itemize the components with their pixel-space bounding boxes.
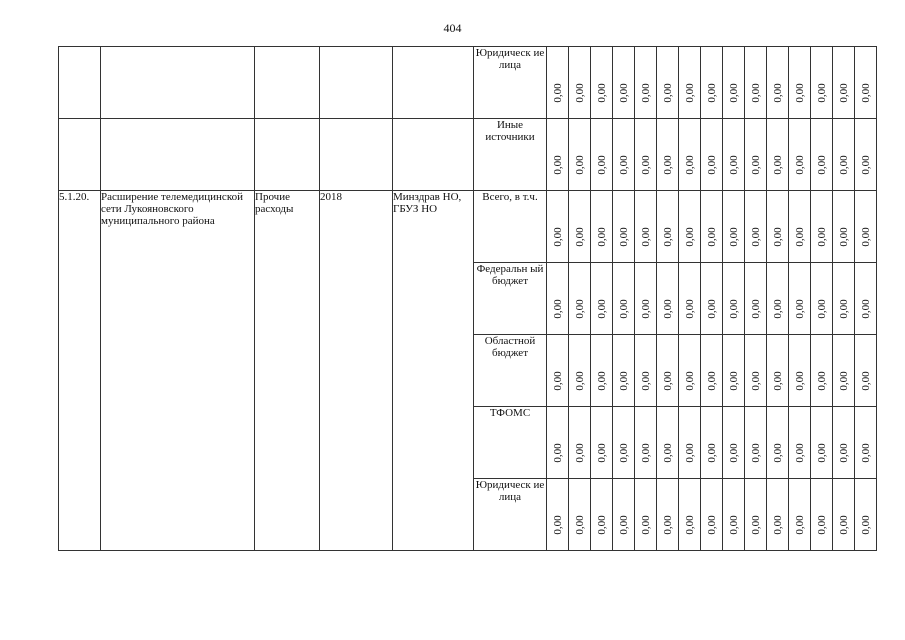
value-cell bbox=[679, 407, 701, 479]
amount-value: 0,00 bbox=[749, 227, 762, 247]
amount-value: 0,00 bbox=[859, 443, 872, 463]
value-cell bbox=[745, 479, 767, 551]
value-cell bbox=[635, 191, 657, 263]
value-cell bbox=[657, 191, 679, 263]
empty-cell bbox=[255, 47, 320, 119]
value-cell bbox=[833, 335, 855, 407]
value-cell bbox=[679, 263, 701, 335]
value-cell bbox=[789, 479, 811, 551]
value-cell bbox=[657, 407, 679, 479]
funding-source: Иные источники bbox=[474, 119, 547, 191]
value-cell bbox=[613, 263, 635, 335]
amount-value: 0,00 bbox=[617, 299, 630, 319]
amount-value: 0,00 bbox=[771, 515, 784, 535]
value-cell bbox=[811, 407, 833, 479]
value-cell bbox=[833, 407, 855, 479]
value-cell bbox=[855, 47, 877, 119]
amount-value: 0,00 bbox=[793, 299, 806, 319]
amount-value: 0,00 bbox=[771, 155, 784, 175]
value-cell bbox=[569, 263, 591, 335]
value-cell bbox=[635, 407, 657, 479]
amount-value: 0,00 bbox=[727, 371, 740, 391]
value-cell bbox=[811, 335, 833, 407]
value-cell bbox=[591, 263, 613, 335]
amount-value: 0,00 bbox=[551, 155, 564, 175]
amount-value: 0,00 bbox=[815, 155, 828, 175]
amount-value: 0,00 bbox=[837, 515, 850, 535]
value-cell bbox=[591, 119, 613, 191]
amount-value: 0,00 bbox=[639, 515, 652, 535]
value-cell bbox=[635, 335, 657, 407]
amount-value: 0,00 bbox=[639, 227, 652, 247]
value-cell bbox=[723, 479, 745, 551]
page-number: 404 bbox=[443, 21, 462, 35]
value-cell bbox=[547, 47, 569, 119]
amount-value: 0,00 bbox=[595, 83, 608, 103]
value-cell bbox=[613, 407, 635, 479]
amount-value: 0,00 bbox=[661, 371, 674, 391]
value-cell bbox=[745, 47, 767, 119]
amount-value: 0,00 bbox=[683, 515, 696, 535]
value-cell bbox=[723, 47, 745, 119]
amount-value: 0,00 bbox=[595, 371, 608, 391]
amount-value: 0,00 bbox=[793, 515, 806, 535]
amount-value: 0,00 bbox=[595, 155, 608, 175]
value-cell bbox=[657, 479, 679, 551]
amount-value: 0,00 bbox=[705, 83, 718, 103]
value-cell bbox=[679, 191, 701, 263]
amount-value: 0,00 bbox=[771, 227, 784, 247]
amount-value: 0,00 bbox=[551, 227, 564, 247]
value-cell bbox=[635, 119, 657, 191]
amount-value: 0,00 bbox=[793, 155, 806, 175]
value-cell bbox=[701, 263, 723, 335]
value-cell bbox=[855, 407, 877, 479]
amount-value: 0,00 bbox=[749, 299, 762, 319]
table-row bbox=[59, 47, 877, 119]
amount-value: 0,00 bbox=[749, 83, 762, 103]
value-cell bbox=[701, 119, 723, 191]
value-cell bbox=[613, 47, 635, 119]
value-cell bbox=[789, 191, 811, 263]
value-cell bbox=[569, 479, 591, 551]
amount-value: 0,00 bbox=[573, 515, 586, 535]
value-cell bbox=[657, 47, 679, 119]
value-cell bbox=[767, 335, 789, 407]
amount-value: 0,00 bbox=[551, 83, 564, 103]
value-cell bbox=[811, 191, 833, 263]
amount-value: 0,00 bbox=[683, 371, 696, 391]
funding-source: Юридическ ие лица bbox=[474, 479, 547, 551]
value-cell bbox=[789, 407, 811, 479]
value-cell bbox=[701, 47, 723, 119]
amount-value: 0,00 bbox=[683, 299, 696, 319]
value-cell bbox=[547, 479, 569, 551]
funding-source: Областной бюджет bbox=[474, 335, 547, 407]
value-cell bbox=[789, 335, 811, 407]
item-number: 5.1.20. bbox=[59, 191, 101, 551]
value-cell bbox=[635, 479, 657, 551]
value-cell bbox=[635, 263, 657, 335]
value-cell bbox=[833, 47, 855, 119]
amount-value: 0,00 bbox=[551, 443, 564, 463]
amount-value: 0,00 bbox=[859, 515, 872, 535]
empty-cell bbox=[101, 119, 255, 191]
value-cell bbox=[569, 119, 591, 191]
value-cell bbox=[701, 335, 723, 407]
funding-source: Юридическ ие лица bbox=[474, 47, 547, 119]
amount-value: 0,00 bbox=[573, 155, 586, 175]
amount-value: 0,00 bbox=[595, 443, 608, 463]
value-cell bbox=[613, 479, 635, 551]
amount-value: 0,00 bbox=[815, 515, 828, 535]
value-cell bbox=[723, 263, 745, 335]
amount-value: 0,00 bbox=[859, 299, 872, 319]
value-cell bbox=[723, 191, 745, 263]
empty-cell bbox=[320, 47, 393, 119]
value-cell bbox=[569, 407, 591, 479]
amount-value: 0,00 bbox=[705, 515, 718, 535]
value-cell bbox=[613, 119, 635, 191]
value-cell bbox=[745, 335, 767, 407]
amount-value: 0,00 bbox=[705, 371, 718, 391]
value-cell bbox=[745, 191, 767, 263]
amount-value: 0,00 bbox=[551, 299, 564, 319]
amount-value: 0,00 bbox=[815, 443, 828, 463]
amount-value: 0,00 bbox=[837, 83, 850, 103]
value-cell bbox=[547, 263, 569, 335]
funding-source: ТФОМС bbox=[474, 407, 547, 479]
amount-value: 0,00 bbox=[837, 443, 850, 463]
value-cell bbox=[701, 191, 723, 263]
value-cell bbox=[679, 47, 701, 119]
amount-value: 0,00 bbox=[617, 155, 630, 175]
amount-value: 0,00 bbox=[705, 227, 718, 247]
amount-value: 0,00 bbox=[749, 515, 762, 535]
amount-value: 0,00 bbox=[639, 299, 652, 319]
empty-cell bbox=[320, 119, 393, 191]
amount-value: 0,00 bbox=[771, 371, 784, 391]
amount-value: 0,00 bbox=[683, 155, 696, 175]
amount-value: 0,00 bbox=[573, 371, 586, 391]
value-cell bbox=[833, 479, 855, 551]
value-cell bbox=[767, 191, 789, 263]
value-cell bbox=[833, 191, 855, 263]
value-cell bbox=[613, 335, 635, 407]
amount-value: 0,00 bbox=[793, 443, 806, 463]
value-cell bbox=[767, 119, 789, 191]
value-cell bbox=[723, 407, 745, 479]
amount-value: 0,00 bbox=[859, 227, 872, 247]
amount-value: 0,00 bbox=[859, 83, 872, 103]
amount-value: 0,00 bbox=[573, 299, 586, 319]
amount-value: 0,00 bbox=[639, 155, 652, 175]
amount-value: 0,00 bbox=[617, 443, 630, 463]
amount-value: 0,00 bbox=[705, 443, 718, 463]
amount-value: 0,00 bbox=[793, 227, 806, 247]
empty-cell bbox=[393, 47, 474, 119]
amount-value: 0,00 bbox=[661, 515, 674, 535]
amount-value: 0,00 bbox=[837, 155, 850, 175]
amount-value: 0,00 bbox=[815, 299, 828, 319]
amount-value: 0,00 bbox=[771, 443, 784, 463]
amount-value: 0,00 bbox=[573, 83, 586, 103]
amount-value: 0,00 bbox=[815, 83, 828, 103]
value-cell bbox=[569, 191, 591, 263]
value-cell bbox=[591, 47, 613, 119]
value-cell bbox=[701, 407, 723, 479]
table-row bbox=[59, 119, 877, 191]
amount-value: 0,00 bbox=[859, 155, 872, 175]
amount-value: 0,00 bbox=[617, 371, 630, 391]
amount-value: 0,00 bbox=[661, 155, 674, 175]
value-cell bbox=[855, 335, 877, 407]
value-cell bbox=[811, 47, 833, 119]
value-cell bbox=[569, 335, 591, 407]
value-cell bbox=[613, 191, 635, 263]
expense-type: Прочие расходы bbox=[255, 191, 320, 551]
amount-value: 0,00 bbox=[705, 155, 718, 175]
amount-value: 0,00 bbox=[661, 299, 674, 319]
value-cell bbox=[855, 119, 877, 191]
amount-value: 0,00 bbox=[771, 83, 784, 103]
amount-value: 0,00 bbox=[639, 83, 652, 103]
value-cell bbox=[547, 191, 569, 263]
amount-value: 0,00 bbox=[617, 515, 630, 535]
amount-value: 0,00 bbox=[595, 299, 608, 319]
amount-value: 0,00 bbox=[661, 443, 674, 463]
value-cell bbox=[789, 263, 811, 335]
value-cell bbox=[569, 47, 591, 119]
amount-value: 0,00 bbox=[595, 227, 608, 247]
amount-value: 0,00 bbox=[617, 83, 630, 103]
amount-value: 0,00 bbox=[617, 227, 630, 247]
value-cell bbox=[855, 479, 877, 551]
value-cell bbox=[679, 335, 701, 407]
amount-value: 0,00 bbox=[793, 83, 806, 103]
value-cell bbox=[767, 479, 789, 551]
amount-value: 0,00 bbox=[551, 371, 564, 391]
amount-value: 0,00 bbox=[815, 227, 828, 247]
value-cell bbox=[657, 335, 679, 407]
value-cell bbox=[547, 335, 569, 407]
value-cell bbox=[723, 335, 745, 407]
value-cell bbox=[547, 407, 569, 479]
value-cell bbox=[745, 407, 767, 479]
amount-value: 0,00 bbox=[551, 515, 564, 535]
item-name: Расширение телемедицинской сети Лукояновского муниципального района bbox=[101, 191, 255, 551]
empty-cell bbox=[59, 119, 101, 191]
funding-source: Федеральн ый бюджет bbox=[474, 263, 547, 335]
amount-value: 0,00 bbox=[661, 227, 674, 247]
amount-value: 0,00 bbox=[573, 443, 586, 463]
empty-cell bbox=[255, 119, 320, 191]
amount-value: 0,00 bbox=[661, 83, 674, 103]
value-cell bbox=[679, 479, 701, 551]
value-cell bbox=[723, 119, 745, 191]
amount-value: 0,00 bbox=[837, 371, 850, 391]
value-cell bbox=[767, 263, 789, 335]
amount-value: 0,00 bbox=[837, 299, 850, 319]
value-cell bbox=[855, 191, 877, 263]
value-cell bbox=[811, 263, 833, 335]
value-cell bbox=[591, 335, 613, 407]
value-cell bbox=[657, 263, 679, 335]
amount-value: 0,00 bbox=[727, 515, 740, 535]
amount-value: 0,00 bbox=[639, 443, 652, 463]
value-cell bbox=[745, 263, 767, 335]
table-body bbox=[59, 47, 877, 551]
amount-value: 0,00 bbox=[639, 371, 652, 391]
amount-value: 0,00 bbox=[749, 371, 762, 391]
value-cell bbox=[591, 479, 613, 551]
value-cell bbox=[855, 263, 877, 335]
funding-source: Всего, в т.ч. bbox=[474, 191, 547, 263]
value-cell bbox=[833, 263, 855, 335]
amount-value: 0,00 bbox=[859, 371, 872, 391]
value-cell bbox=[701, 479, 723, 551]
value-cell bbox=[657, 119, 679, 191]
amount-value: 0,00 bbox=[727, 155, 740, 175]
amount-value: 0,00 bbox=[749, 155, 762, 175]
value-cell bbox=[811, 119, 833, 191]
empty-cell bbox=[101, 47, 255, 119]
amount-value: 0,00 bbox=[815, 371, 828, 391]
amount-value: 0,00 bbox=[727, 83, 740, 103]
amount-value: 0,00 bbox=[705, 299, 718, 319]
empty-cell bbox=[393, 119, 474, 191]
amount-value: 0,00 bbox=[727, 227, 740, 247]
amount-value: 0,00 bbox=[683, 83, 696, 103]
amount-value: 0,00 bbox=[837, 227, 850, 247]
value-cell bbox=[591, 407, 613, 479]
table-row bbox=[59, 191, 877, 263]
amount-value: 0,00 bbox=[683, 227, 696, 247]
amount-value: 0,00 bbox=[749, 443, 762, 463]
value-cell bbox=[767, 47, 789, 119]
value-cell bbox=[767, 407, 789, 479]
amount-value: 0,00 bbox=[771, 299, 784, 319]
value-cell bbox=[635, 47, 657, 119]
item-year: 2018 bbox=[320, 191, 393, 551]
value-cell bbox=[679, 119, 701, 191]
value-cell bbox=[789, 47, 811, 119]
value-cell bbox=[547, 119, 569, 191]
value-cell bbox=[745, 119, 767, 191]
amount-value: 0,00 bbox=[793, 371, 806, 391]
value-cell bbox=[833, 119, 855, 191]
value-cell bbox=[591, 191, 613, 263]
amount-value: 0,00 bbox=[683, 443, 696, 463]
value-cell bbox=[789, 119, 811, 191]
amount-value: 0,00 bbox=[573, 227, 586, 247]
empty-cell bbox=[59, 47, 101, 119]
budget-table bbox=[58, 46, 877, 551]
amount-value: 0,00 bbox=[595, 515, 608, 535]
amount-value: 0,00 bbox=[727, 443, 740, 463]
value-cell bbox=[811, 479, 833, 551]
item-executor: Минздрав НО, ГБУЗ НО bbox=[393, 191, 474, 551]
amount-value: 0,00 bbox=[727, 299, 740, 319]
